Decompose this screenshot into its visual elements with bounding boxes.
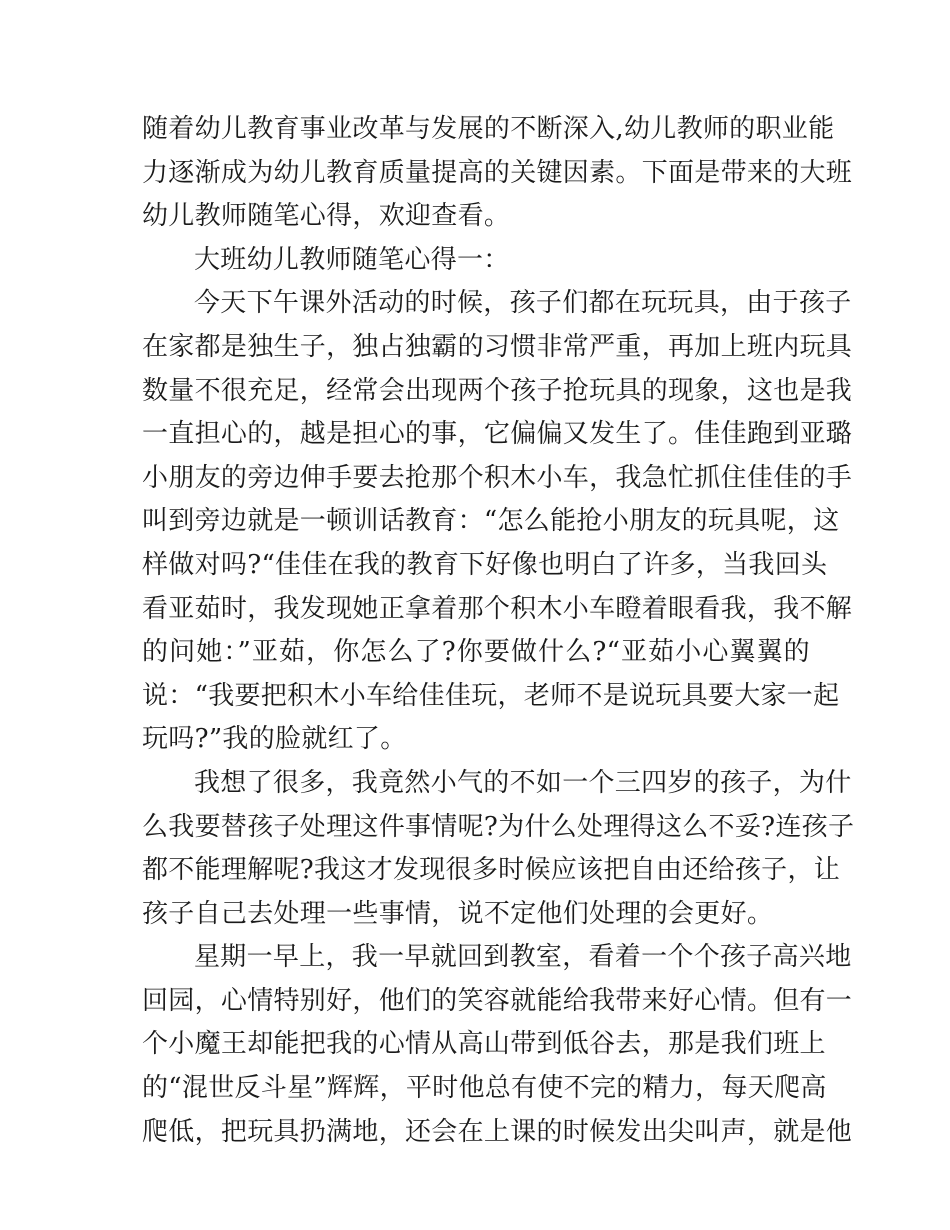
text-line: 叫到旁边就是一顿训话教育：“怎么能抢小朋友的玩具呢，这 (142, 506, 840, 537)
text-line: 小朋友的旁边伸手要去抢那个积木小车，我急忙抓住佳佳的手 (142, 462, 853, 493)
text-line: 我想了很多，我竟然小气的不如一个三四岁的孩子，为什 (194, 767, 852, 798)
text-line: 一直担心的，越是担心的事，它偏偏又发生了。佳佳跑到亚璐 (142, 419, 853, 450)
text-line: 回园，心情特别好，他们的笑容就能给我带来好心情。但有一 (142, 985, 853, 1016)
story-paragraph-1 (142, 282, 853, 762)
reflection-paragraph (142, 762, 855, 936)
text-line: 样做对吗?“佳佳在我的教育下好像也明白了许多，当我回头 (142, 549, 828, 580)
text-line: 幼儿教师随笔心得，欢迎查看。 (142, 201, 511, 232)
text-line: 么我要替孩子处理这件事情呢?为什么处理得这么不妥?连孩子 (142, 811, 855, 842)
text-line: 的问她：”亚茹，你怎么了?你要做什么?“亚茹小心翼翼的 (142, 637, 810, 668)
text-line: 随着幼儿教育事业改革与发展的不断深入,幼儿教师的职业能 (142, 114, 835, 144)
text-line: 都不能理解呢?我这才发现很多时候应该把自由还给孩子，让 (142, 855, 841, 886)
text-line: 爬低，把玩具扔满地，还会在上课的时候发出尖叫声，就是他 (142, 1116, 853, 1147)
text-line: 玩吗?”我的脸就红了。 (142, 724, 407, 755)
text-line: 说：“我要把积木小车给佳佳玩，老师不是说玩具要大家一起 (142, 680, 840, 711)
heading-line: 大班幼儿教师随笔心得一： (194, 244, 510, 275)
text-line: 个小魔王却能把我的心情从高山带到低谷去，那是我们班上 (142, 1029, 826, 1060)
text-line: 在家都是独生子，独占独霸的习惯非常严重，再加上班内玩具 (142, 331, 853, 362)
text-line: 孩子自己去处理一些事情，说不定他们处理的会更好。 (142, 898, 774, 929)
intro-paragraph (142, 108, 853, 239)
story-paragraph-2 (142, 936, 853, 1154)
text-line: 星期一早上，我一早就回到教室，看着一个个孩子高兴地 (194, 942, 852, 973)
text-line: 的“混世反斗星”辉辉，平时他总有使不完的精力，每天爬高 (142, 1073, 827, 1104)
text-line: 力逐渐成为幼儿教育质量提高的关键因素。下面是带来的大班 (142, 157, 853, 188)
section-heading (142, 239, 810, 283)
text-line: 数量不很充足，经常会出现两个孩子抢玩具的现象，这也是我 (142, 375, 853, 406)
document-body (142, 108, 855, 1154)
text-line: 看亚茹时，我发现她正拿着那个积木小车瞪着眼看我，我不解 (142, 593, 853, 624)
text-line: 今天下午课外活动的时候，孩子们都在玩玩具，由于孩子 (194, 288, 852, 319)
